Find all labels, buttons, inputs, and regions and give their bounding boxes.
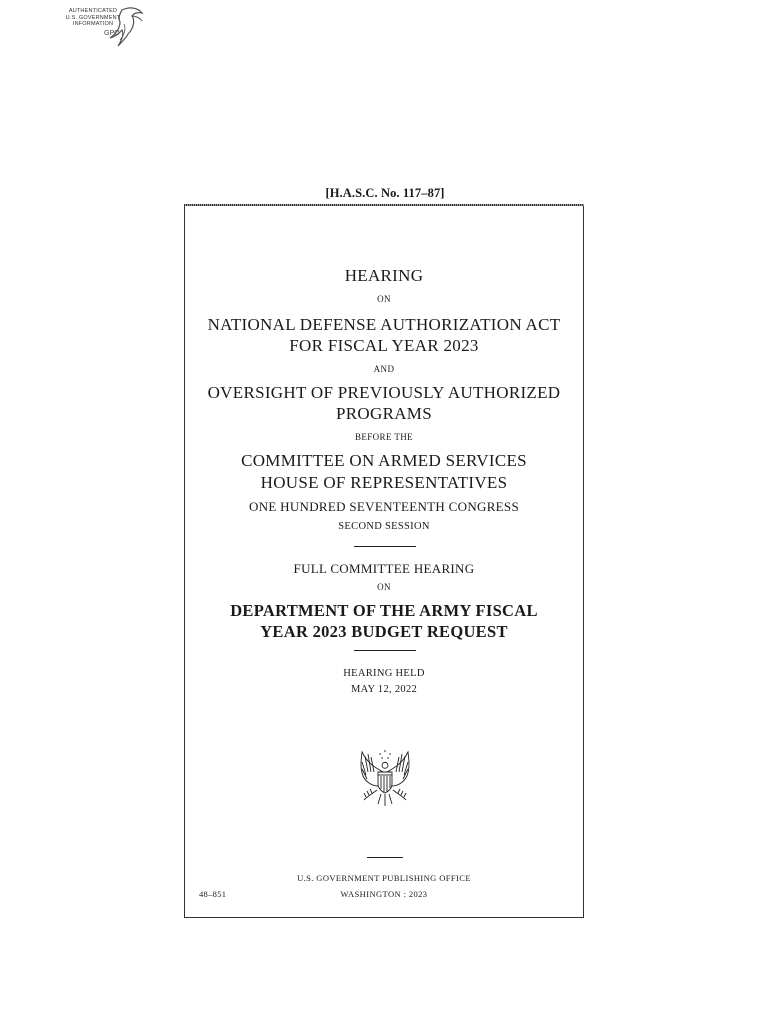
congress-label: ONE HUNDRED SEVENTEENTH CONGRESS	[249, 499, 519, 514]
subject-line-2: YEAR 2023 BUDGET REQUEST	[260, 622, 508, 641]
footer-rule	[367, 857, 403, 858]
gpo-authentication-stamp	[62, 4, 146, 50]
divider-rule	[354, 546, 416, 547]
and-label: AND	[373, 364, 395, 374]
great-seal-eagle-icon	[350, 742, 420, 812]
publication-place: WASHINGTON : 2023	[340, 889, 428, 899]
subject-line-1: DEPARTMENT OF THE ARMY FISCAL	[230, 601, 538, 620]
hasc-number: [H.A.S.C. No. 117–87]	[325, 186, 445, 200]
divider-rule-2	[354, 650, 416, 651]
hearing-label: HEARING	[344, 266, 424, 285]
committee-line-1: COMMITTEE ON ARMED SERVICES	[241, 451, 527, 470]
full-committee-label: FULL COMMITTEE HEARING	[293, 561, 475, 576]
on-label: ON	[377, 294, 391, 304]
publisher-label: U.S. GOVERNMENT PUBLISHING OFFICE	[297, 873, 471, 883]
stamp-text	[62, 8, 124, 28]
on-label-2: ON	[377, 582, 391, 592]
frame-top-border	[184, 204, 584, 206]
session-label: SECOND SESSION	[338, 521, 430, 532]
act-title-line-2: FOR FISCAL YEAR 2023	[289, 336, 479, 355]
jacket-number: 48–851	[199, 889, 227, 899]
oversight-title-line-1: OVERSIGHT OF PREVIOUSLY AUTHORIZED	[207, 383, 561, 402]
before-the-label: BEFORE THE	[354, 432, 414, 442]
stamp-line: U.S. GOVERNMENT	[65, 14, 121, 21]
oversight-title-line-2: PROGRAMS	[336, 404, 432, 423]
stamp-line: AUTHENTICATED	[68, 8, 118, 14]
stamp-line: INFORMATION	[72, 21, 114, 27]
stamp-gpo-word: GPO	[104, 30, 120, 37]
hearing-held-label: HEARING HELD	[343, 668, 425, 679]
act-title-line-1: NATIONAL DEFENSE AUTHORIZATION ACT	[207, 315, 561, 334]
hearing-date: MAY 12, 2022	[350, 684, 418, 695]
committee-line-2: HOUSE OF REPRESENTATIVES	[260, 473, 508, 492]
